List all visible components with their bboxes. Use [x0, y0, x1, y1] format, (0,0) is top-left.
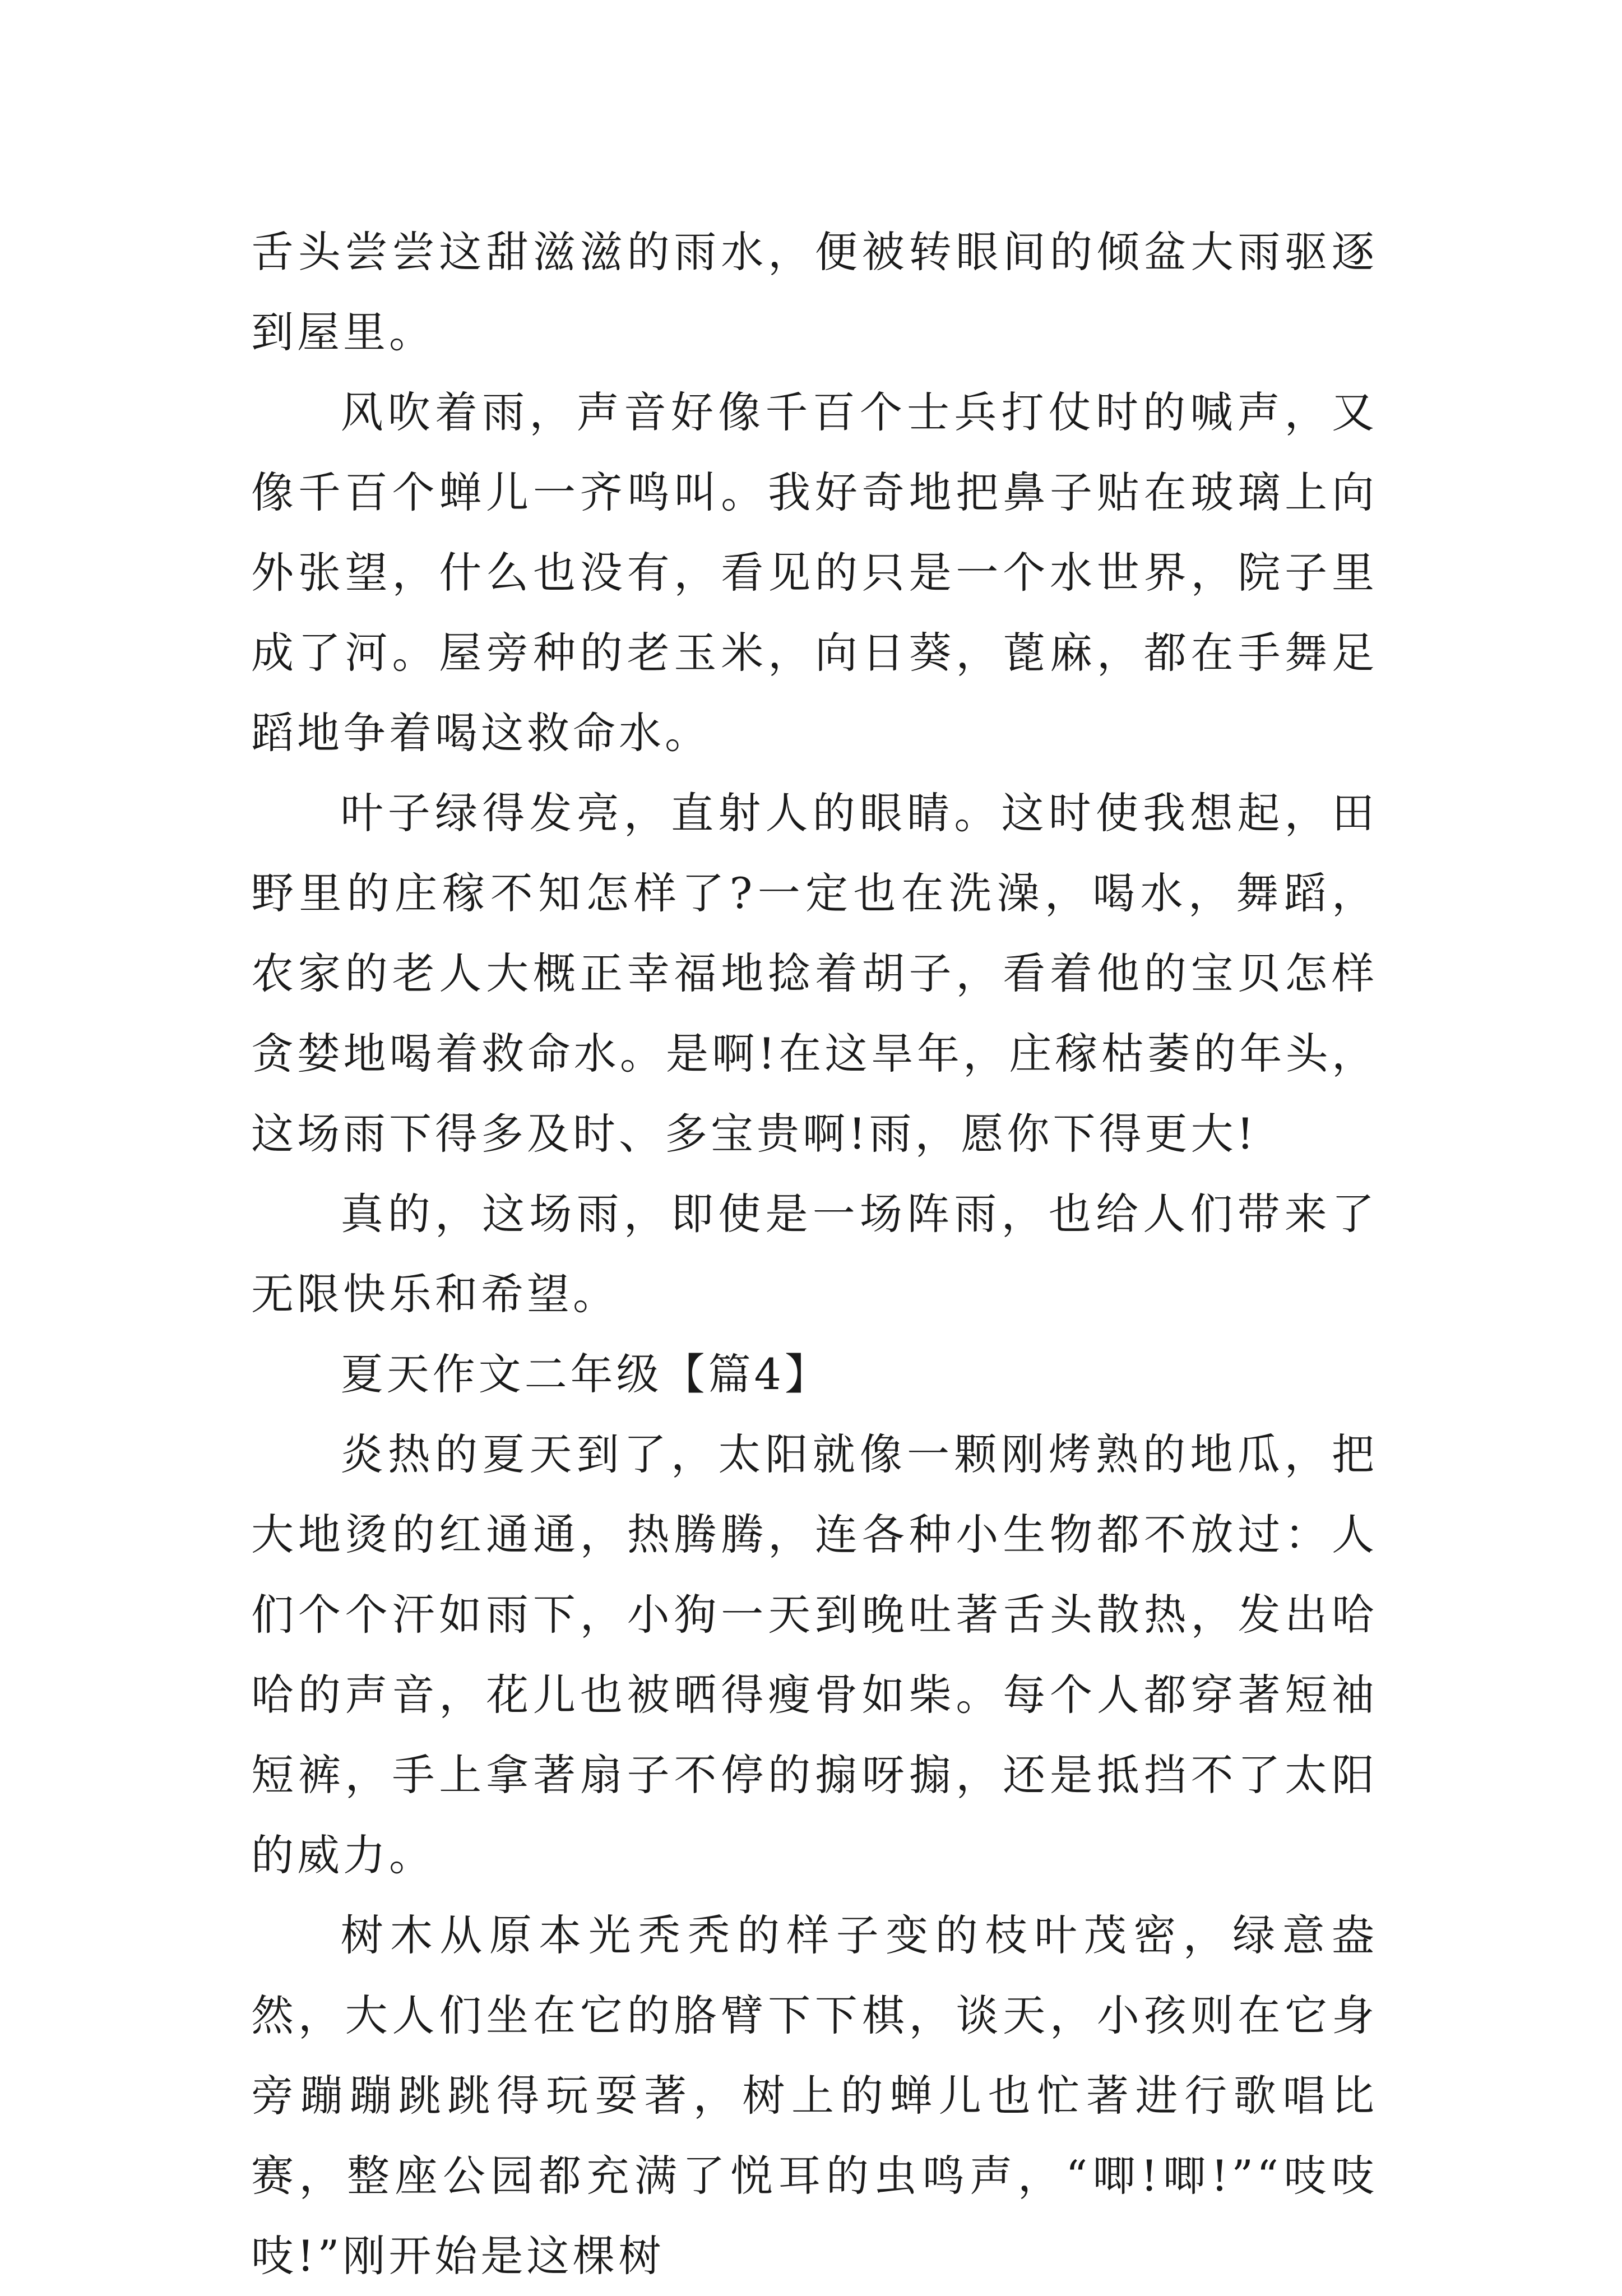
paragraph: 叶子绿得发亮，直射人的眼睛。这时使我想起，田野里的庄稼不知怎样了?一定也在洗澡，喝水，舞蹈，农家的老人大概正幸福地捻着胡子，看着他的宝贝怎样贪婪地喝着救命水。是啊!在这旱年，庄稼枯萎的年头，这场雨下得多及时、多宝贵啊!雨，愿你下得更大! [251, 788, 1378, 1159]
paragraph: 风吹着雨，声音好像千百个士兵打仗时的喊声，又像千百个蝉儿一齐鸣叫。我好奇地把鼻子贴在玻璃上向外张望，什么也没有，看见的只是一个水世界，院子里成了河。屋旁种的老玉米，向日葵，蓖麻，都在手舞足蹈地争着喝这救命水。 [251, 387, 1378, 758]
paragraph: 炎热的夏天到了，太阳就像一颗刚烤熟的地瓜，把大地烫的红通通，热腾腾，连各种小生物都不放过：人们个个汗如雨下，小狗一天到晚吐著舌头散热，发出哈哈的声音，花儿也被晒得瘦骨如柴。每个人都穿著短袖短裤，手上拿著扇子不停的搧呀搧，还是抵挡不了太阳的威力。 [251, 1429, 1378, 1880]
paragraph: 舌头尝尝这甜滋滋的雨水，便被转眼间的倾盆大雨驱逐到屋里。 [251, 227, 1378, 357]
paragraph: 树木从原本光秃秃的样子变的枝叶茂密，绿意盎然，大人们坐在它的胳臂下下棋，谈天，小孩则在它身旁蹦蹦跳跳得玩耍著，树上的蝉儿也忙著进行歌唱比赛，整座公园都充满了悦耳的虫鸣声，“唧!唧!”“吱吱吱!”刚开始是这棵树 [251, 1910, 1378, 2281]
paragraph: 真的，这场雨，即使是一场阵雨，也给人们带来了无限快乐和希望。 [251, 1189, 1378, 1319]
section-heading: 夏天作文二年级【篇4】 [340, 1349, 831, 1399]
document-body [251, 212, 1378, 2296]
